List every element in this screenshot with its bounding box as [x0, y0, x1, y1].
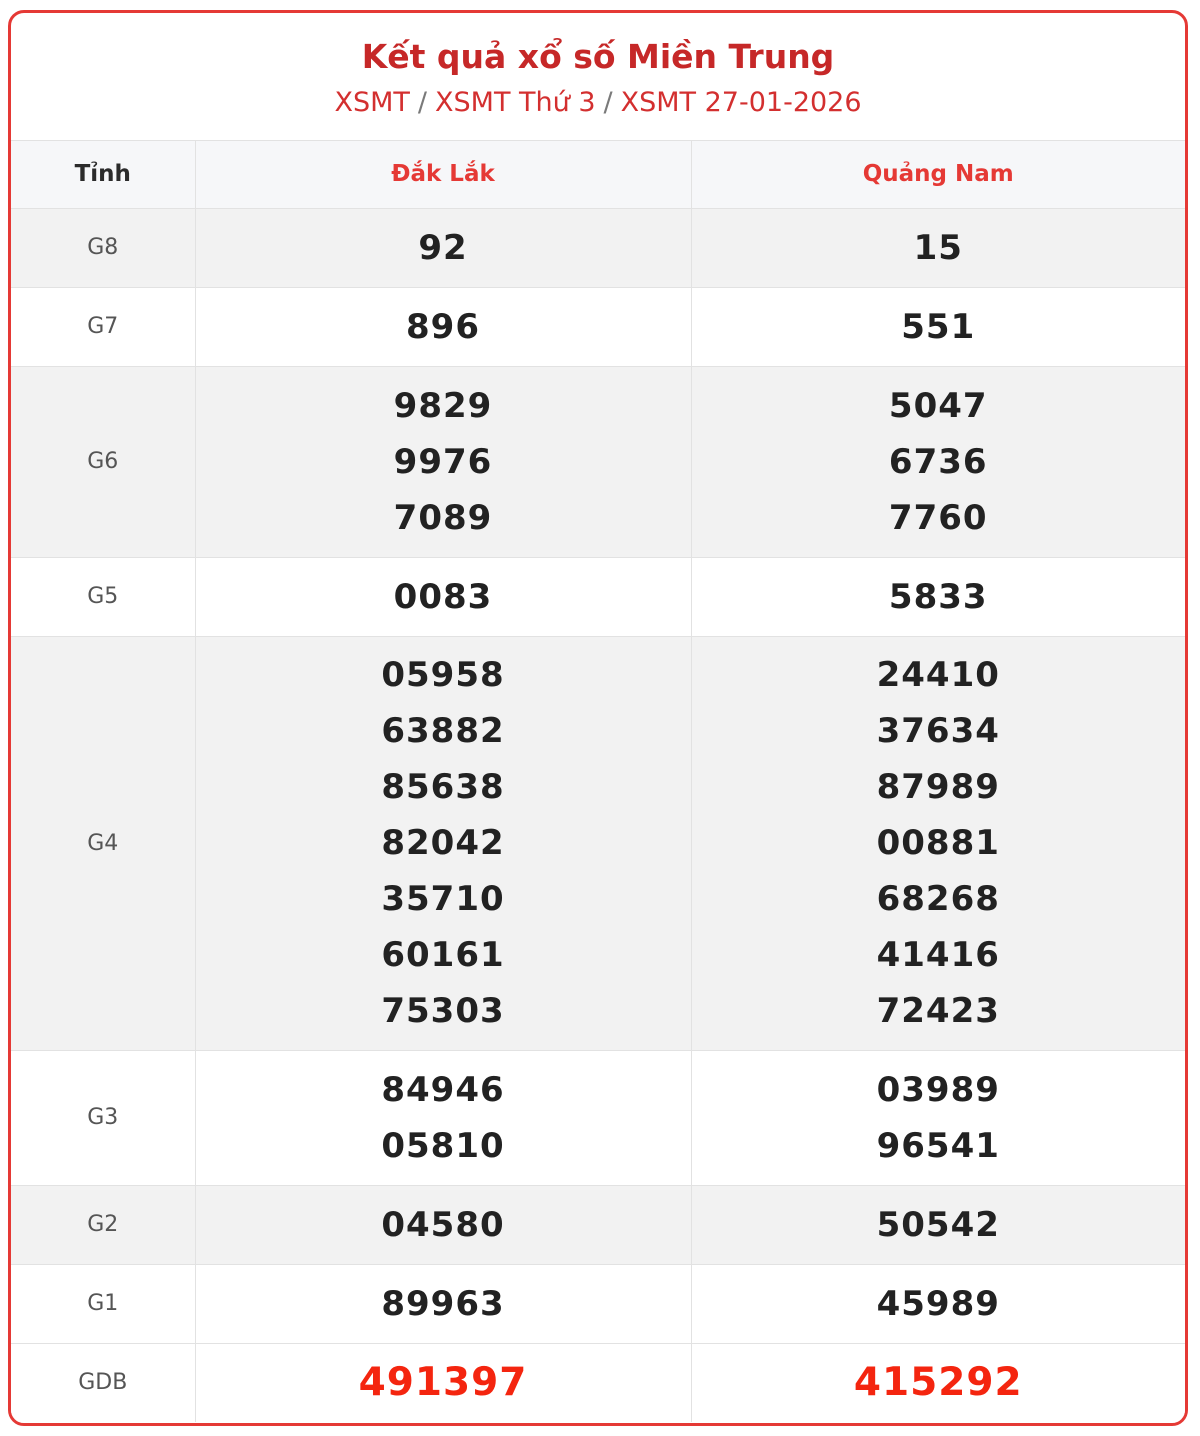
result-number: 89963 [381, 1283, 505, 1324]
result-cell [195, 1050, 691, 1185]
result-cell [691, 287, 1185, 366]
result-number: 68268 [876, 879, 1000, 919]
result-number: 7089 [393, 497, 493, 538]
prize-label: G2 [11, 1185, 195, 1264]
table-row [11, 366, 1185, 557]
result-number: 92 [418, 227, 468, 268]
prize-label: G5 [11, 557, 195, 636]
result-number: 82042 [381, 823, 505, 863]
result-number: 41416 [876, 935, 1000, 975]
result-number: 05958 [381, 655, 505, 695]
result-number: 35710 [381, 879, 505, 919]
prize-label: G8 [11, 208, 195, 287]
result-number: 15 [913, 227, 963, 268]
result-cell [691, 1185, 1185, 1264]
breadcrumb-link-weekday[interactable]: XSMT Thứ 3 [435, 87, 596, 118]
table-row [11, 1343, 1185, 1422]
results-header [11, 13, 1185, 141]
result-cell [195, 366, 691, 557]
result-cell [691, 366, 1185, 557]
breadcrumb-separator: / [603, 87, 613, 118]
result-cell [195, 1185, 691, 1264]
result-number: 50542 [876, 1204, 1000, 1245]
result-cell [691, 1050, 1185, 1185]
result-cell [195, 1343, 691, 1422]
table-row [11, 208, 1185, 287]
result-number: 03989 [876, 1069, 1000, 1110]
result-number: 05810 [381, 1125, 505, 1166]
result-number: 24410 [876, 655, 1000, 695]
results-card [8, 10, 1188, 1426]
breadcrumb-link-date[interactable]: XSMT 27-01-2026 [620, 87, 862, 118]
result-cell [195, 287, 691, 366]
breadcrumb-separator: / [417, 87, 428, 118]
result-cell [691, 208, 1185, 287]
result-cell [195, 208, 691, 287]
result-number: 5833 [888, 576, 988, 617]
province-quang-nam[interactable]: Quảng Nam [691, 141, 1185, 208]
result-cell [691, 636, 1185, 1050]
table-row [11, 287, 1185, 366]
prize-label: G6 [11, 366, 195, 557]
result-number: 551 [901, 306, 976, 347]
result-number: 72423 [876, 991, 1000, 1031]
table-row [11, 1050, 1185, 1185]
result-number: 9976 [393, 441, 493, 482]
result-number: 37634 [876, 711, 1000, 751]
result-number: 6736 [888, 441, 988, 482]
prize-label: G3 [11, 1050, 195, 1185]
result-number: 7760 [888, 497, 988, 538]
page-title: Kết quả xổ số Miền Trung [361, 37, 835, 76]
result-cell [195, 636, 691, 1050]
result-cell [691, 557, 1185, 636]
result-cell [195, 1264, 691, 1343]
result-cell [195, 557, 691, 636]
special-prize-number: 415292 [853, 1359, 1023, 1405]
result-number: 04580 [381, 1204, 505, 1245]
result-number: 60161 [381, 935, 505, 975]
prize-label: G1 [11, 1264, 195, 1343]
result-number: 00881 [876, 823, 1000, 863]
result-number: 75303 [381, 991, 505, 1031]
table-row [11, 557, 1185, 636]
results-table [11, 141, 1185, 1422]
result-number: 9829 [393, 385, 493, 426]
table-header-row [11, 141, 1185, 208]
result-number: 63882 [381, 711, 505, 751]
prize-label: G7 [11, 287, 195, 366]
result-number: 5047 [888, 385, 988, 426]
result-number: 896 [406, 306, 480, 347]
result-cell [691, 1343, 1185, 1422]
breadcrumb [11, 86, 1185, 120]
result-number: 85638 [381, 767, 505, 807]
prize-label: GDB [11, 1343, 195, 1422]
prize-label: G4 [11, 636, 195, 1050]
table-row [11, 1264, 1185, 1343]
table-row [11, 1185, 1185, 1264]
result-number: 96541 [876, 1125, 1000, 1166]
province-dak-lak[interactable]: Đắk Lắk [195, 141, 691, 208]
result-cell [691, 1264, 1185, 1343]
table-row [11, 636, 1185, 1050]
result-number: 87989 [876, 767, 1000, 807]
result-number: 0083 [393, 576, 493, 617]
result-number: 45989 [876, 1283, 1000, 1324]
breadcrumb-link-xsmt[interactable]: XSMT [334, 87, 410, 118]
result-number: 84946 [381, 1069, 505, 1110]
province-column-header: Tỉnh [11, 141, 195, 208]
special-prize-number: 491397 [358, 1359, 528, 1405]
